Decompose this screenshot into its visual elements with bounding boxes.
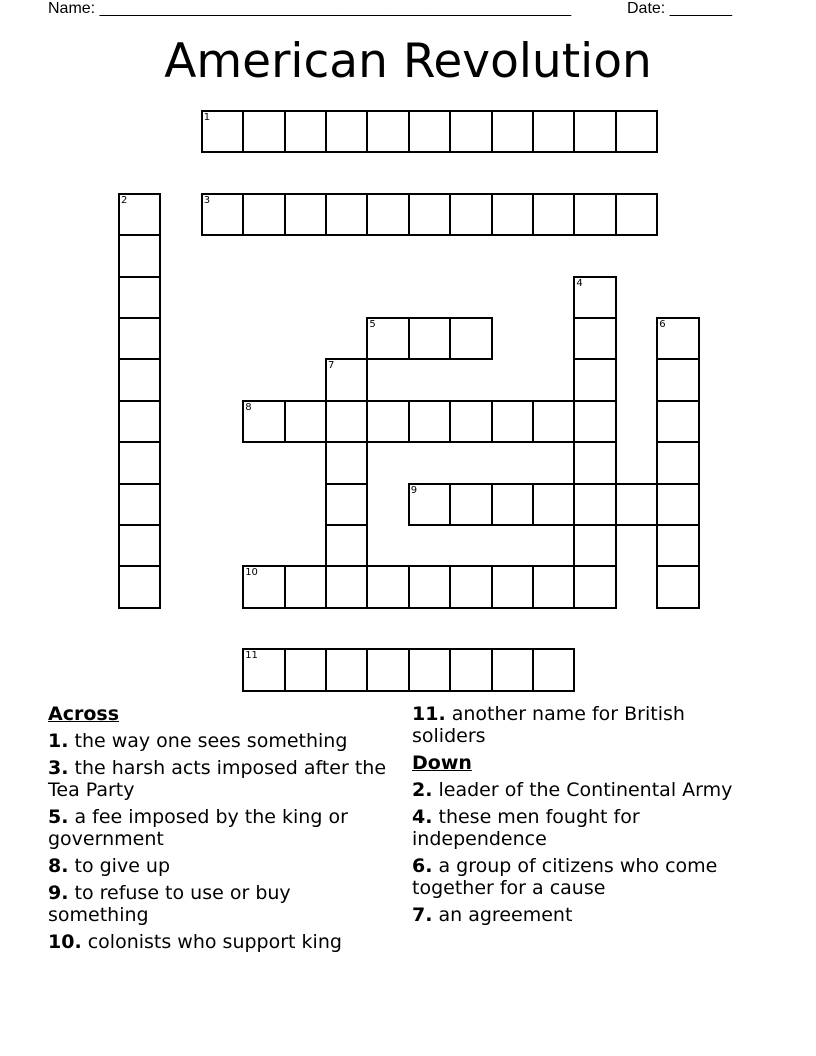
grid-cell[interactable] <box>449 110 492 153</box>
clue-text: leader of the Continental Army <box>438 779 733 801</box>
clue-number: 1. <box>48 730 69 752</box>
clue-across-3 <box>48 757 388 801</box>
grid-cell[interactable] <box>118 441 161 484</box>
clue-number: 8. <box>48 855 69 877</box>
grid-cell[interactable] <box>532 193 575 236</box>
clue-text: an agreement <box>438 904 573 926</box>
grid-cell[interactable] <box>408 565 451 608</box>
grid-cell[interactable] <box>532 648 575 691</box>
grid-cell[interactable] <box>118 483 161 526</box>
clue-across-1 <box>48 730 388 752</box>
grid-cell[interactable] <box>449 483 492 526</box>
grid-cell[interactable] <box>242 565 285 608</box>
grid-cell[interactable] <box>532 483 575 526</box>
grid-cell[interactable] <box>656 400 699 443</box>
grid-cell[interactable] <box>656 483 699 526</box>
grid-cell[interactable] <box>573 565 616 608</box>
grid-cell[interactable] <box>201 193 244 236</box>
clue-text: a fee imposed by the king or government <box>48 806 348 850</box>
clue-number: 3. <box>48 757 69 779</box>
clue-text: to give up <box>74 855 171 877</box>
grid-cell[interactable] <box>242 193 285 236</box>
clue-start-number: 5 <box>369 319 376 330</box>
grid-cell[interactable] <box>325 400 368 443</box>
clue-start-number: 2 <box>121 194 128 206</box>
grid-cell[interactable] <box>532 110 575 153</box>
grid-cell[interactable] <box>408 483 451 526</box>
clue-number: 9. <box>48 882 69 904</box>
grid-cell[interactable] <box>573 483 616 526</box>
grid-cell[interactable] <box>573 317 616 360</box>
grid-cell[interactable] <box>242 400 285 443</box>
clue-start-number: 8 <box>245 401 252 413</box>
clue-text: a group of citizens who come together for a cause <box>412 855 718 899</box>
clue-start-number: 10 <box>245 567 258 579</box>
date-line[interactable]: Date: _______ <box>627 0 732 17</box>
clue-text: the harsh acts imposed after the Tea Party <box>48 757 387 801</box>
clue-start-number: 3 <box>203 194 211 206</box>
grid-cell[interactable] <box>615 483 658 526</box>
clue-number: 2. <box>412 779 433 801</box>
clue-number: 10. <box>48 931 82 953</box>
grid-cell[interactable] <box>284 400 327 443</box>
grid-cell[interactable] <box>573 441 616 484</box>
grid-cell[interactable] <box>573 358 616 401</box>
grid-cell[interactable] <box>118 400 161 443</box>
grid-cell[interactable] <box>325 441 368 484</box>
grid-cell[interactable] <box>284 193 327 236</box>
clue-across-8 <box>48 855 388 877</box>
grid-cell[interactable] <box>449 648 492 691</box>
grid-cell[interactable] <box>491 110 534 153</box>
grid-cell[interactable] <box>573 193 616 236</box>
grid-cell[interactable] <box>325 565 368 608</box>
clue-text: to refuse to use or buy something <box>48 882 291 926</box>
grid-cell[interactable] <box>408 193 451 236</box>
clue-text: colonists who support king <box>87 931 342 953</box>
grid-cell[interactable] <box>118 234 161 277</box>
grid-cell[interactable] <box>118 565 161 608</box>
clue-across-5 <box>48 806 388 850</box>
grid-cell[interactable] <box>656 565 699 608</box>
grid-cell[interactable] <box>449 565 492 608</box>
grid-cell[interactable] <box>656 524 699 567</box>
grid-cell[interactable] <box>366 317 409 360</box>
grid-cell[interactable] <box>408 400 451 443</box>
grid-cell[interactable] <box>325 193 368 236</box>
grid-cell[interactable] <box>615 193 658 236</box>
clue-number: 5. <box>48 806 69 828</box>
clue-across-10 <box>48 931 388 953</box>
grid-cell[interactable] <box>118 358 161 401</box>
clue-number: 11. <box>412 703 446 725</box>
grid-cell[interactable] <box>615 110 658 153</box>
grid-cell[interactable] <box>449 400 492 443</box>
grid-cell[interactable] <box>325 358 368 401</box>
grid-cell[interactable] <box>366 648 409 691</box>
grid-cell[interactable] <box>656 358 699 401</box>
clue-down-2 <box>412 779 762 801</box>
grid-cell[interactable] <box>408 110 451 153</box>
clue-start-number: 4 <box>576 277 583 289</box>
clue-number: 6. <box>412 855 433 877</box>
grid-cell[interactable] <box>408 317 451 360</box>
grid-cell[interactable] <box>656 441 699 484</box>
grid-cell[interactable] <box>242 648 285 691</box>
grid-cell[interactable] <box>573 110 616 153</box>
grid-cell[interactable] <box>325 524 368 567</box>
grid-cell[interactable] <box>118 193 161 236</box>
grid-cell[interactable] <box>118 276 161 319</box>
clue-number: 4. <box>412 806 433 828</box>
grid-cell[interactable] <box>491 648 534 691</box>
grid-cell[interactable] <box>118 317 161 360</box>
grid-cell[interactable] <box>532 565 575 608</box>
clue-start-number: 1 <box>203 112 211 123</box>
grid-cell[interactable] <box>573 400 616 443</box>
grid-cell[interactable] <box>532 400 575 443</box>
grid-cell[interactable] <box>284 648 327 691</box>
clue-down-4 <box>412 806 762 850</box>
grid-cell[interactable] <box>449 317 492 360</box>
down-heading: Down <box>412 752 472 774</box>
grid-cell[interactable] <box>408 648 451 691</box>
across-heading: Across <box>48 703 120 725</box>
grid-cell[interactable] <box>449 193 492 236</box>
clues-right-column <box>412 703 762 931</box>
page-title: American Revolution <box>164 34 652 89</box>
grid-cell[interactable] <box>366 110 409 153</box>
clue-start-number: 11 <box>245 650 258 662</box>
grid-cell[interactable] <box>284 110 327 153</box>
grid-cell[interactable] <box>656 317 699 360</box>
clue-down-7 <box>412 904 762 926</box>
grid-cell[interactable] <box>118 524 161 567</box>
clue-down-6 <box>412 855 762 899</box>
grid-cell[interactable] <box>284 565 327 608</box>
grid-cell[interactable] <box>242 110 285 153</box>
clue-across-11 <box>412 703 762 747</box>
grid-cell[interactable] <box>491 400 534 443</box>
grid-cell[interactable] <box>325 483 368 526</box>
grid-cell[interactable] <box>491 193 534 236</box>
clue-text: these men fought for independence <box>412 806 640 850</box>
grid-cell[interactable] <box>366 193 409 236</box>
clue-text: another name for British soliders <box>412 703 685 747</box>
grid-cell[interactable] <box>491 483 534 526</box>
grid-cell[interactable] <box>573 524 616 567</box>
clue-text: the way one sees something <box>74 730 348 752</box>
grid-cell[interactable] <box>325 648 368 691</box>
clue-start-number: 9 <box>410 484 418 496</box>
grid-cell[interactable] <box>201 110 244 153</box>
clue-start-number: 7 <box>328 360 335 372</box>
clue-across-9 <box>48 882 388 926</box>
clue-start-number: 6 <box>659 319 666 330</box>
grid-cell[interactable] <box>573 276 616 319</box>
grid-cell[interactable] <box>366 565 409 608</box>
grid-cell[interactable] <box>325 110 368 153</box>
clue-number: 7. <box>412 904 433 926</box>
grid-cell[interactable] <box>491 565 534 608</box>
grid-cell[interactable] <box>366 400 409 443</box>
name-line[interactable]: Name: _____________________________________________________ <box>48 0 572 17</box>
clues-left-column <box>48 703 388 958</box>
